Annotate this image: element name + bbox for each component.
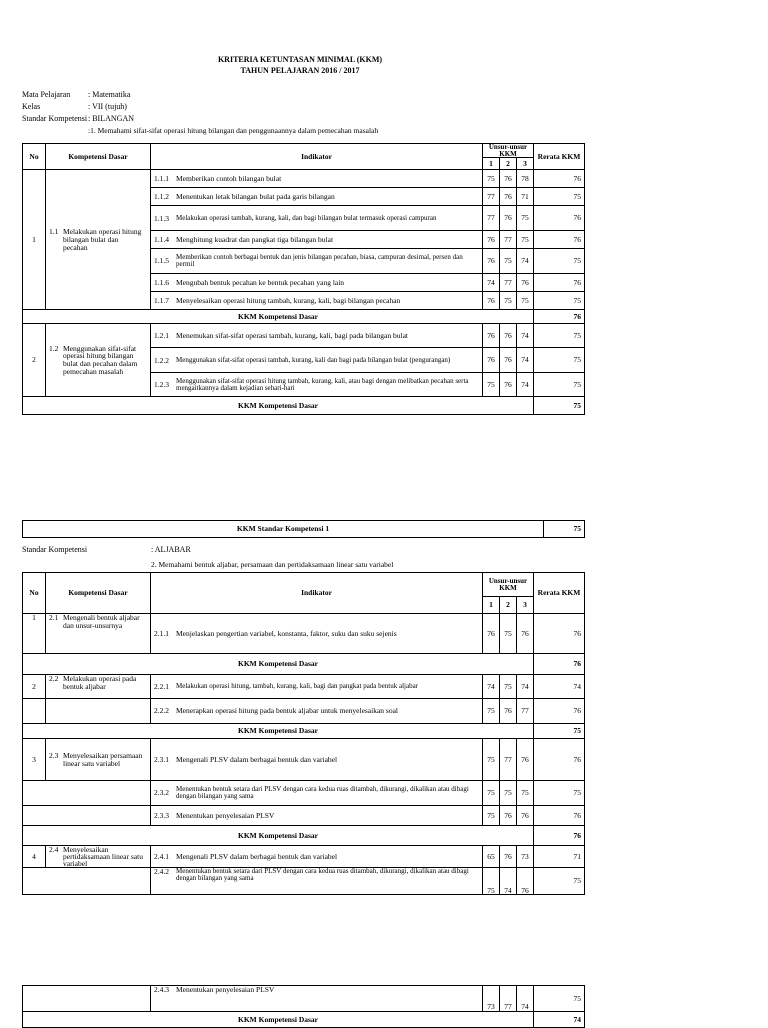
- indikator-text: Mengubah bentuk pecahan ke bentuk pecahan yang lain: [176, 277, 345, 287]
- indikator-cell: [151, 846, 483, 868]
- score-u3: 76: [517, 739, 534, 781]
- kd-no: 2: [23, 675, 46, 699]
- sk-description: :1. Memahami sifat-sifat operasi hitung bilangan dan penggunaannya dalam pemecahan masalah: [88, 126, 379, 135]
- indikator-code: 2.4.1: [154, 851, 169, 861]
- score-u2: 76: [500, 846, 517, 868]
- kd-code: 2.2: [49, 674, 59, 683]
- kd-summary-value: 76: [534, 654, 585, 675]
- kd-cell-empty: [46, 699, 151, 724]
- indikator-text: Menentukan penyelesaian PLSV: [176, 810, 275, 820]
- indikator-cell: [151, 986, 483, 1012]
- score-u1: 75: [483, 170, 500, 188]
- indikator-code: 2.2.2: [154, 706, 169, 716]
- header-u3: 3: [517, 158, 534, 170]
- kd-code: 1.2: [49, 343, 59, 353]
- indikator-cell: [151, 868, 483, 895]
- score-u2: 75: [500, 781, 517, 806]
- kd-summary-value: 74: [534, 1012, 585, 1028]
- indikator-text: Menyelesaikan operasi hitung tambah, kurang, kali, bagi bilangan pecahan: [176, 295, 401, 305]
- indikator-code: 2.2.1: [154, 681, 169, 691]
- score-u3: 74: [517, 373, 534, 397]
- indikator-text: Menjelaskan pengertian variabel, konstanta, faktor, suku dan suku sejenis: [176, 628, 397, 638]
- header-u2: 2: [500, 597, 517, 614]
- score-u1: 76: [483, 231, 500, 249]
- kd-code: 2.1: [49, 613, 59, 622]
- score-avg: 75: [534, 868, 585, 895]
- score-avg: 75: [534, 986, 585, 1012]
- score-u2: 76: [500, 324, 517, 348]
- score-avg: 75: [534, 188, 585, 206]
- kd-cell: [46, 675, 151, 699]
- indikator-cell: [151, 324, 483, 348]
- kd-no-empty: [23, 699, 46, 724]
- kd-summary-value: 76: [534, 826, 585, 846]
- indikator-code: 1.2.1: [154, 330, 169, 340]
- indikator-code: 2.4.2: [154, 867, 169, 877]
- score-u2: 76: [500, 806, 517, 826]
- header-no: No: [23, 144, 46, 170]
- score-u3: 75: [517, 206, 534, 231]
- score-u3: 76: [517, 274, 534, 292]
- kkm-table-aljabar: [22, 572, 585, 895]
- header-u1: 1: [483, 597, 500, 614]
- indikator-cell: [151, 806, 483, 826]
- indikator-cell: [151, 348, 483, 373]
- indikator-text: Menggunakan sifat-sifat operasi tambah, kurang, kali dan bagi pada bilangan bulat (pengurangan): [176, 355, 451, 364]
- indikator-text: Menerapkan operasi hitung pada bentuk aljabar untuk menyelesaikan soal: [176, 706, 399, 716]
- score-u3: 76: [517, 806, 534, 826]
- kd-summary-value: 75: [534, 397, 585, 415]
- score-u3: 71: [517, 188, 534, 206]
- score-u1: 76: [483, 324, 500, 348]
- kd-no: 1: [23, 170, 46, 310]
- indikator-cell: [151, 699, 483, 724]
- score-avg: 75: [534, 348, 585, 373]
- header-kd: Kompetensi Dasar: [46, 573, 151, 614]
- score-u1: 75: [483, 868, 500, 895]
- kd-code: 1.1: [49, 226, 59, 236]
- kd-cell-empty: [23, 868, 151, 895]
- indikator-text: Menggunakan sifat-sifat operasi hitung tambah, kurang, kali, atau bagi dengan melibatkan pecahan serta mengaitkannya dalam kejadian sehari-hari: [176, 376, 469, 392]
- sk-summary-table: [22, 520, 585, 538]
- indikator-cell: [151, 231, 483, 249]
- score-u2: 77: [500, 986, 517, 1012]
- kd-summary-label: KKM Kompetensi Dasar: [23, 724, 534, 739]
- kd-no: 4: [23, 846, 46, 868]
- subject-label: Mata Pelajaran: [22, 90, 71, 99]
- kd-text: Melakukan operasi hitung bilangan bulat dan pecahan: [63, 226, 142, 252]
- kd-summary-label: KKM Kompetensi Dasar: [23, 310, 534, 324]
- indikator-code: 1.2.3: [154, 379, 169, 389]
- indikator-text: Menemukan sifat-sifat operasi tambah, kurang, kali, bagi pada bilangan bulat: [176, 330, 409, 340]
- score-u3: 74: [517, 348, 534, 373]
- score-u2: 75: [500, 292, 517, 310]
- score-u3: 76: [517, 868, 534, 895]
- score-u1: 74: [483, 675, 500, 699]
- indikator-cell: [151, 292, 483, 310]
- sk-label: Standar Kompetensi: [22, 114, 88, 123]
- header-unsur: Unsur-unsur KKM: [483, 144, 534, 158]
- score-u3: 74: [517, 249, 534, 274]
- indikator-text: Memberikan contoh bilangan bulat: [176, 173, 282, 183]
- subject-value: : Matematika: [88, 90, 131, 99]
- header-rerata: Rerata KKM: [534, 573, 585, 614]
- score-u2: 76: [500, 373, 517, 397]
- indikator-cell: [151, 614, 483, 654]
- score-u2: 75: [500, 614, 517, 654]
- indikator-cell: [151, 249, 483, 274]
- indikator-code: 1.1.5: [154, 256, 169, 266]
- indikator-text: Menentukan letak bilangan bulat pada garis bilangan: [176, 191, 335, 201]
- score-avg: 75: [534, 373, 585, 397]
- kd-text: Menggunakan sifat-sifat operasi hitung bilangan bulat dan pecahan dalam pemecahan masalah: [63, 343, 138, 377]
- indikator-code: 2.1.1: [154, 628, 169, 638]
- kd-no: 2: [23, 324, 46, 397]
- score-avg: 75: [534, 292, 585, 310]
- indikator-cell: [151, 675, 483, 699]
- score-u3: 74: [517, 986, 534, 1012]
- kd-cell: [46, 324, 151, 397]
- score-u1: 75: [483, 806, 500, 826]
- kd-summary-label: KKM Kompetensi Dasar: [23, 654, 534, 675]
- score-u3: 75: [517, 292, 534, 310]
- score-u3: 75: [517, 781, 534, 806]
- indikator-text: Menentukan bentuk setara dari PLSV dengan cara kedua ruas ditambah, dikurangi, dikalikan atau dibagi dengan bilangan yang sama: [176, 867, 469, 883]
- indikator-code: 2.4.3: [154, 985, 169, 994]
- score-u1: 76: [483, 614, 500, 654]
- kd-summary-value: 76: [534, 310, 585, 324]
- indikator-text: Menghitung kuadrat dan pangkat tiga bilangan bulat: [176, 234, 334, 244]
- document-title: KRITERIA KETUNTASAN MINIMAL (KKM): [217, 55, 383, 64]
- score-u2: 76: [500, 348, 517, 373]
- sk2-label: Standar Kompetensi: [22, 545, 88, 554]
- indikator-code: 1.1.1: [154, 173, 169, 183]
- score-u2: 77: [500, 231, 517, 249]
- indikator-code: 2.3.1: [154, 754, 169, 764]
- indikator-text: Memberikan contoh berbagai bentuk dan jenis bilangan pecahan, biasa, campuran desimal, persen dan permil: [176, 253, 463, 269]
- indikator-code: 1.1.7: [154, 295, 169, 305]
- score-u3: 77: [517, 699, 534, 724]
- document-year: TAHUN PELAJARAN 2016 / 2017: [240, 66, 360, 75]
- score-u1: 77: [483, 206, 500, 231]
- score-avg: 76: [534, 274, 585, 292]
- score-u3: 73: [517, 846, 534, 868]
- header-u2: 2: [500, 158, 517, 170]
- indikator-text: Menentukan bentuk setara dari PLSV dengan cara kedua ruas ditambah, dikurangi, dikalikan atau dibagi dengan bilangan yang sama: [176, 785, 469, 800]
- score-u2: 76: [500, 188, 517, 206]
- sk2-description: 2. Memahami bentuk aljabar, persamaan dan pertidaksamaan linear satu variabel: [151, 560, 394, 569]
- kd-text: Melakukan operasi pada bentuk aljabar: [63, 674, 137, 691]
- score-u1: 76: [483, 292, 500, 310]
- score-u3: 74: [517, 675, 534, 699]
- score-u1: 75: [483, 373, 500, 397]
- kd-no: 3: [23, 739, 46, 781]
- score-u2: 75: [500, 249, 517, 274]
- header-no: No: [23, 573, 46, 614]
- indikator-cell: [151, 373, 483, 397]
- score-avg: 76: [534, 170, 585, 188]
- header-unsur: Unsur-unsur KKM: [483, 573, 534, 597]
- kd-cell-empty: [23, 986, 151, 1012]
- kd-cell: [46, 846, 151, 868]
- kd-cell-empty: [23, 806, 151, 826]
- header-u1: 1: [483, 158, 500, 170]
- header-rerata: Rerata KKM: [534, 144, 585, 170]
- score-avg: 76: [534, 699, 585, 724]
- indikator-text: Menentukan penyelesaian PLSV: [176, 985, 275, 994]
- sk-summary-value: 75: [544, 521, 585, 538]
- score-u3: 78: [517, 170, 534, 188]
- score-avg: 71: [534, 846, 585, 868]
- class-label: Kelas: [22, 102, 41, 111]
- score-u1: 74: [483, 274, 500, 292]
- score-avg: 75: [534, 249, 585, 274]
- indikator-code: 1.2.2: [154, 355, 169, 365]
- indikator-code: 2.3.3: [154, 810, 169, 820]
- score-u3: 76: [517, 614, 534, 654]
- sk-value: : BILANGAN: [88, 114, 134, 123]
- kd-summary-label: KKM Kompetensi Dasar: [23, 1012, 534, 1028]
- score-avg: 76: [534, 206, 585, 231]
- score-u1: 76: [483, 348, 500, 373]
- indikator-code: 2.3.2: [154, 788, 169, 798]
- indikator-cell: [151, 781, 483, 806]
- kd-cell: [46, 614, 151, 654]
- score-u2: 74: [500, 868, 517, 895]
- indikator-code: 1.1.6: [154, 277, 169, 287]
- indikator-cell: [151, 206, 483, 231]
- indikator-text: Melakukan operasi tambah, kurang, kali, dan bagi bilangan bulat termasuk operasi campuran: [176, 213, 437, 222]
- kd-text: Menyelesaikan pertidaksamaan linear satu variabel: [63, 845, 143, 869]
- score-avg: 76: [534, 614, 585, 654]
- kd-code: 2.4: [49, 845, 59, 854]
- score-avg: 75: [534, 781, 585, 806]
- kd-summary-value: 75: [534, 724, 585, 739]
- score-avg: 76: [534, 231, 585, 249]
- header-kd: Kompetensi Dasar: [46, 144, 151, 170]
- kkm-table-continuation: [22, 985, 585, 1028]
- kd-text: Menyelesaikan persamaan linear satu variabel: [63, 750, 143, 768]
- kd-cell: [46, 170, 151, 310]
- score-u2: 76: [500, 170, 517, 188]
- indikator-code: 1.1.4: [154, 234, 169, 244]
- kd-code: 2.3: [49, 750, 59, 760]
- indikator-cell: [151, 739, 483, 781]
- sk2-value: : ALJABAR: [151, 545, 191, 554]
- indikator-text: Mengenali PLSV dalam berbagai bentuk dan variabel: [176, 851, 338, 861]
- kd-no: 1: [23, 614, 46, 654]
- kkm-table-bilangan: [22, 143, 585, 415]
- score-u1: 76: [483, 249, 500, 274]
- score-u1: 73: [483, 986, 500, 1012]
- kd-cell-empty: [23, 781, 151, 806]
- header-indikator: Indikator: [151, 144, 483, 170]
- kd-text: Mengenali bentuk aljabar dan unsur-unsurnya: [63, 613, 140, 630]
- kd-summary-label: KKM Kompetensi Dasar: [23, 826, 534, 846]
- kd-summary-label: KKM Kompetensi Dasar: [23, 397, 534, 415]
- indikator-cell: [151, 170, 483, 188]
- score-u1: 75: [483, 699, 500, 724]
- header-u3: 3: [517, 597, 534, 614]
- score-avg: 76: [534, 806, 585, 826]
- score-u1: 65: [483, 846, 500, 868]
- score-u1: 75: [483, 739, 500, 781]
- indikator-text: Mengenali PLSV dalam berbagai bentuk dan variabel: [176, 754, 338, 764]
- indikator-cell: [151, 274, 483, 292]
- indikator-code: 1.1.3: [154, 213, 169, 223]
- score-u2: 76: [500, 699, 517, 724]
- score-u2: 77: [500, 739, 517, 781]
- indikator-text: Melakukan operasi hitung, tambah, kurang, kali, bagi dan pangkat pada bentuk aljabar: [176, 682, 419, 691]
- sk-summary-label: KKM Standar Kompetensi 1: [23, 521, 544, 538]
- score-avg: 75: [534, 324, 585, 348]
- score-u3: 74: [517, 324, 534, 348]
- kd-cell: [46, 739, 151, 781]
- header-indikator: Indikator: [151, 573, 483, 614]
- score-u1: 75: [483, 781, 500, 806]
- score-avg: 74: [534, 675, 585, 699]
- score-u2: 76: [500, 206, 517, 231]
- indikator-cell: [151, 188, 483, 206]
- indikator-code: 1.1.2: [154, 191, 169, 201]
- score-u2: 75: [500, 675, 517, 699]
- score-avg: 76: [534, 739, 585, 781]
- score-u1: 77: [483, 188, 500, 206]
- class-value: : VII (tujuh): [88, 102, 127, 111]
- score-u2: 77: [500, 274, 517, 292]
- score-u3: 75: [517, 231, 534, 249]
